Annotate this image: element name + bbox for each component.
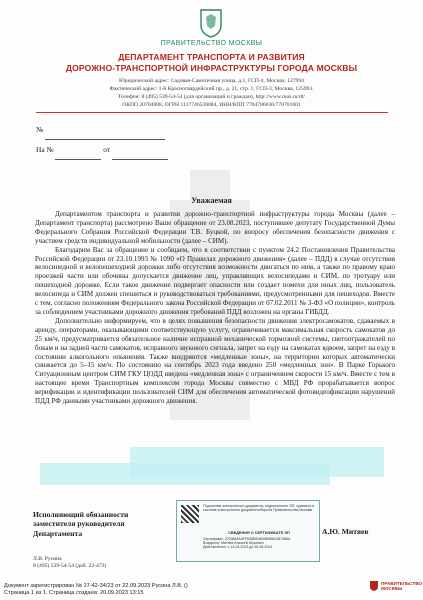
executor-name: Л.В. Русина	[33, 556, 62, 562]
signatory-title-line3: Департамента	[33, 528, 83, 538]
number-label: №	[36, 125, 44, 134]
qr-code-icon	[181, 505, 199, 523]
signatory-title	[33, 510, 128, 538]
bottom-logo-line2: МОСКВЫ	[381, 586, 403, 592]
department-title-line2: ДОРОЖНО-ТРАНСПОРТНОЙ ИНФРАСТРУКТУРЫ ГОРОДА МОСКВЫ	[65, 63, 358, 73]
paragraph-3: Дополнительно информируем, что в целях повышения безопасности движения электросамокатов, сдаваемых в аренду, операторами, оказывающими соответствующую услугу, ограничивается максимальная скорость самокатов до 25 км/ч, предусматривается обязательное наличие исправной механической тормозной системы, светоотражателей по бокам и на задней части самокатов, исправного звукового сигнала, запрет на езду на самокатах вдвоем, запрет на езду в состоянии алкогольного опьянения. Также внедряются «медленные зоны», на территории которых автоматически снижается до 5–15 км/ч. По состоянию на сентябрь 2023 года введено 250 «медленных зон». В Парке Горького Ситуационным центром СИМ ГКУ ЦОДД введена «медленная зона» с ограничением скорости 15 км/ч. Вместе с тем в настоящее время Транспортным комплексом города Москвы совместно с МВД РФ прорабатывается вопрос верификации и идентификации пользователей СИМ для обеспечения автоматической фотовидеофиксации нарушений ПДД РФ данными участниками дорожного движения.	[35, 316, 395, 406]
actual-address: Фактический адрес: 1-й Красногвардейский пр., д. 21, стр. 1, ГСП-3, Москва, 125993.	[109, 86, 314, 92]
signatory-title-line2: заместителя руководителя	[33, 519, 125, 529]
certificate-validity: Действителен: с 14-03-2023 до 06-06-2024	[203, 545, 273, 550]
certificate-owner: Владелец: Митяев Алексей Юрьевич	[203, 541, 264, 546]
moscow-government-logo-icon	[369, 580, 379, 592]
executor-info	[33, 556, 106, 570]
stamp-notice: Подлинник электронного документа, подписанного ЭП, хранится в системе электронного документооборота Правительства Москвы	[203, 504, 315, 513]
signatory-title-line1: Исполняющий обязанности	[33, 510, 129, 519]
header-divider	[36, 112, 388, 113]
letter-body	[35, 210, 395, 406]
executor-phone: 8 (495) 539-54-54 (доб. 22-473)	[33, 563, 107, 569]
reply-to-label: На №	[36, 145, 54, 154]
paragraph-1: Департаментом транспорта и развития дорожно-транспортной инфраструктуры города Москвы (далее – Департамент транспорта) рассмотрено Ваше обращение от 23.08.2023, поступившее депутату Государственной Думы Федерального Собрания Российской Федерации Т.В. Буцкой, по вопросу обеспечения безопасности движения с участием средств индивидуальной мобильности (далее – СИМ).	[35, 210, 395, 245]
paragraph-2: Благодарим Вас за обращение и сообщаем, что в соответствии с пунктом 24.2 Постановления Правительства Российской Федерации от 23.10.1993 № 1090 «О Правилах дорожного движения» (далее – ПДД) в случае отсутствия велосипедной и велопешеходной дорожки либо отсутствия возможности двигаться по ним, а также по правому краю проезжей части или обочины допускается движение лиц, управляющих велосипедами и СИМ, по тротуару или пешеходной дорожке. Если такое движение подвергает опасности или создает помехи для иных лиц, пользователь велосипеда и СИМ должен спешиться и руководствоваться требованиями, предусмотренными для пешеходов. Вместе с тем, согласно положениям Федерального закона Российской Федерации от 07.02.2011 № 3-ФЗ «О полиции», контроль за соблюдением участниками дорожного движения требований ПДД возложен на органы ГИБДД.	[35, 245, 395, 316]
highlight-mark-2	[40, 463, 330, 485]
date-from-line	[112, 159, 168, 160]
certificate-details	[203, 537, 315, 550]
date-from-label: от	[103, 145, 111, 154]
moscow-emblem-icon	[198, 8, 224, 38]
bottom-logo-text	[381, 581, 422, 591]
department-title-line1: ДЕПАРТАМЕНТ ТРАНСПОРТА И РАЗВИТИЯ	[118, 52, 305, 62]
government-name: ПРАВИТЕЛЬСТВО МОСКВЫ	[160, 40, 263, 47]
certificate-label: СВЕДЕНИЯ О СЕРТИФИКАТЕ ЭП	[228, 531, 290, 535]
legal-address: Юридический адрес: Садовая-Самотечная улица, д.1, ГСП-4, Москва, 127994	[119, 78, 304, 84]
certificate-serial: Сертификат: 2700684A4FF848E82AB3B986C087486A	[203, 537, 291, 541]
contact-phone: Телефон: 8 (495) 539-54-54 (для организаций и граждан), http://www.mos.ru/dt/	[118, 94, 305, 100]
greeting: Уважаемая	[191, 196, 232, 205]
registration-footer: Документ зарегистрирован № 17-42-34/23 от 22.09.2023 Русина Л.В. ()	[4, 583, 188, 589]
electronic-signature-stamp	[176, 500, 320, 562]
signatory-name: А.Ю. Митяев	[322, 527, 369, 536]
reference-block	[36, 120, 168, 160]
bottom-logo-line1: ПРАВИТЕЛЬСТВО	[381, 581, 422, 586]
registration-codes: ОКПО 20704008, ОГРН 1117746538084, ИНН/КПП 7704786030/770701001	[122, 102, 301, 108]
reply-to-line	[55, 159, 101, 160]
page-footer: Страница 1 из 1. Страница создана: 20.09.2023 13:15	[4, 590, 144, 596]
